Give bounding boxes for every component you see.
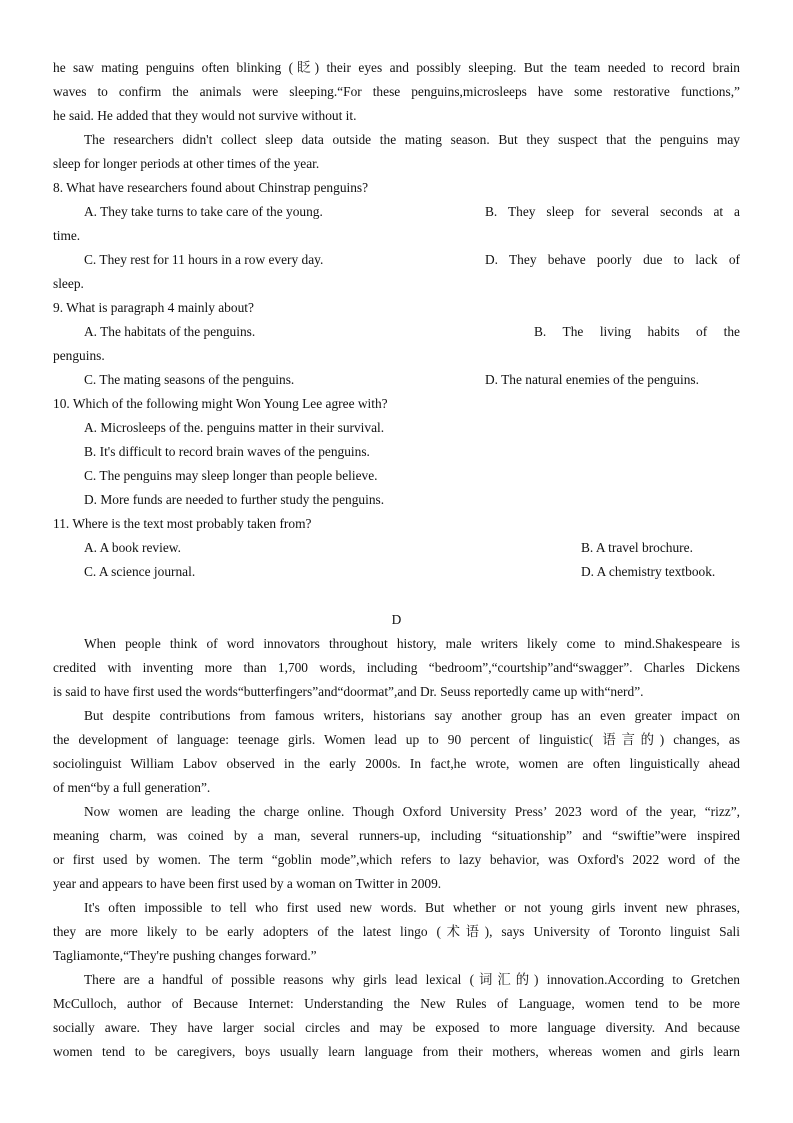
text-line: There are a handful of possible reasons why girls lead lexical (词汇的) innovation.According to Gretchen xyxy=(84,972,740,987)
passage-d-paragraph-3 xyxy=(53,800,740,896)
option-b-continued: time. xyxy=(53,228,81,243)
option-c: C. The mating seasons of the penguins. xyxy=(84,372,295,387)
passage-d-paragraph-2 xyxy=(53,704,740,800)
option-c: C. The penguins may sleep longer than people believe. xyxy=(84,468,378,483)
question-10 xyxy=(53,392,740,512)
text-line: But despite contributions from famous writers, historians say another group has an even greater impact on xyxy=(84,708,740,723)
text-line: the development of language: teenage girls. Women lead up to 90 percent of linguistic( 语言的) changes, as xyxy=(53,732,740,747)
option-b: B. It's difficult to record brain waves of the penguins. xyxy=(84,444,370,459)
passage-d-paragraph-1 xyxy=(53,632,740,704)
option-b: B. A travel brochure. xyxy=(581,540,693,555)
option-row xyxy=(53,248,740,272)
question-stem: 8. What have researchers found about Chinstrap penguins? xyxy=(53,180,369,195)
question-stem: 11. Where is the text most probably taken from? xyxy=(53,516,312,531)
text-line: sleep for longer periods at other times of the year. xyxy=(53,156,320,171)
option-a: A. A book review. xyxy=(84,540,181,555)
text-line: The researchers didn't collect sleep data outside the mating season. But they suspect that the penguins may xyxy=(84,132,740,147)
option-row xyxy=(53,320,740,344)
question-8 xyxy=(53,176,740,296)
passage-d-paragraph-4 xyxy=(53,896,740,968)
option-row xyxy=(53,200,740,224)
option-c: C. They rest for 11 hours in a row every day. xyxy=(84,252,324,267)
option-a: A. Microsleeps of the. penguins matter in their survival. xyxy=(84,420,385,435)
option-b-continued: penguins. xyxy=(53,348,105,363)
option-b: B. The living habits of the xyxy=(534,324,740,339)
text-line: is said to have first used the words“butterfingers”and“doormat”,and Dr. Seuss reportedly came up with“nerd”. xyxy=(53,684,644,699)
text-line: he saw mating penguins often blinking (眨) their eyes and possibly sleeping. But the team needed to record brain xyxy=(53,60,740,75)
passage-heading: D xyxy=(391,612,402,627)
option-d: D. The natural enemies of the penguins. xyxy=(485,372,699,387)
text-line: waves to confirm the animals were sleeping.“For these penguins,microsleeps have some restorative functions,” xyxy=(53,84,740,99)
exam-page xyxy=(53,56,740,1064)
option-a: A. They take turns to take care of the young. xyxy=(84,204,323,219)
text-line: women tend to be caregivers, boys usually learn language from their mothers, whereas women and girls learn xyxy=(53,1044,740,1059)
text-line: socially aware. They have larger social circles and may be exposed to more language diversity. And because xyxy=(53,1020,740,1035)
text-line: meaning charm, was coined by a man, several runners-up, including “situationship” and “swiftie”were inspired xyxy=(53,828,740,843)
option-d: D. A chemistry textbook. xyxy=(581,564,716,579)
text-line: they are more likely to be early adopters of the latest lingo (术语), says University of Toronto linguist Sali xyxy=(53,924,740,939)
option-row xyxy=(53,368,740,392)
text-line: sociolinguist William Labov observed in the early 2000s. In fact,he wrote, women are often linguistically ahead xyxy=(53,756,740,771)
option-c: C. A science journal. xyxy=(84,564,196,579)
text-line: McCulloch, author of Because Internet: Understanding the New Rules of Language, women tend to be more xyxy=(53,996,740,1011)
option-d: D. They behave poorly due to lack of xyxy=(485,252,740,267)
text-line: When people think of word innovators throughout history, male writers likely come to mind.Shakespeare is xyxy=(84,636,740,651)
passage-c-paragraph-last xyxy=(53,128,740,176)
question-stem: 9. What is paragraph 4 mainly about? xyxy=(53,300,254,315)
text-line: Tagliamonte,“They're pushing changes forward.” xyxy=(53,948,317,963)
option-d-continued: sleep. xyxy=(53,276,84,291)
option-b: B. They sleep for several seconds at a xyxy=(485,204,740,219)
text-line: of men“by a full generation”. xyxy=(53,780,211,795)
text-line: he said. He added that they would not survive without it. xyxy=(53,108,357,123)
question-9 xyxy=(53,296,740,392)
passage-d-paragraph-5 xyxy=(53,968,740,1064)
question-11 xyxy=(53,512,740,584)
option-a: A. The habitats of the penguins. xyxy=(84,324,256,339)
option-row xyxy=(53,560,740,584)
text-line: year and appears to have been first used by a woman on Twitter in 2009. xyxy=(53,876,442,891)
text-line: Now women are leading the charge online. Though Oxford University Press’ 2023 word of the year, “rizz”, xyxy=(84,804,740,819)
section-gap xyxy=(53,584,740,608)
text-line: or first used by women. The term “goblin mode”,which refers to lazy behavior, was Oxford's 2022 word of the xyxy=(53,852,740,867)
option-row xyxy=(53,536,740,560)
text-line: credited with inventing more than 1,700 words, including “bedroom”,“courtship”and“swagger”. Charles Dickens xyxy=(53,660,740,675)
question-stem: 10. Which of the following might Won Young Lee agree with? xyxy=(53,396,388,411)
option-d: D. More funds are needed to further study the penguins. xyxy=(84,492,385,507)
passage-c-paragraph-end xyxy=(53,56,740,128)
text-line: It's often impossible to tell who first used new words. But whether or not young girls invent new phrases, xyxy=(84,900,740,915)
